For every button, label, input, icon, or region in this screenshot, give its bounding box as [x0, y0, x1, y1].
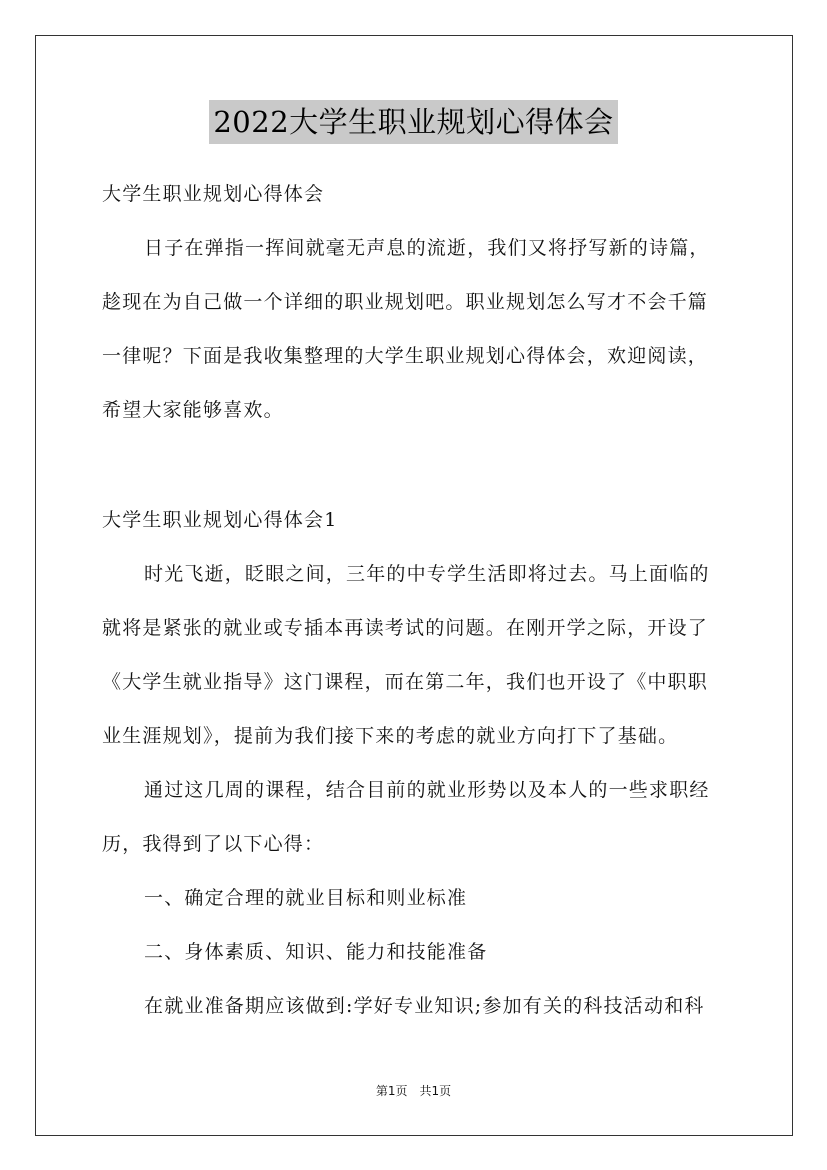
paragraph-line: 历，我得到了以下心得： [102, 833, 325, 855]
list-item: 一、确定合理的就业目标和则业标准 [144, 887, 468, 909]
page-number: 第1页 共1页 [375, 1084, 452, 1098]
paragraph-line: 时光飞逝，眨眼之间，三年的中专学生活即将过去。马上面临的 [144, 563, 710, 585]
paragraph-line: 业生涯规划》，提前为我们接下来的考虑的就业方向打下了基础。 [102, 725, 679, 747]
paragraph-line: 在就业准备期应该做到:学好专业知识;参加有关的科技活动和科 [144, 995, 705, 1017]
paragraph-line: 通过这几周的课程，结合目前的就业形势以及本人的一些求职经 [144, 779, 710, 801]
paragraph-line: 一律呢？下面是我收集整理的大学生职业规划心得体会，欢迎阅读， [102, 345, 709, 367]
paragraph-line: 趁现在为自己做一个详细的职业规划吧。职业规划怎么写才不会千篇 [102, 291, 709, 313]
list-item: 二、身体素质、知识、能力和技能准备 [144, 941, 488, 963]
section-heading: 大学生职业规划心得体会1 [102, 509, 338, 531]
document-title: 2022大学生职业规划心得体会 [209, 100, 617, 144]
section-heading: 大学生职业规划心得体会 [102, 183, 325, 205]
document-title-wrap [0, 100, 827, 144]
paragraph-line: 就将是紧张的就业或专插本再读考试的问题。在刚开学之际，开设了 [102, 617, 709, 639]
paragraph-line: 日子在弹指一挥间就毫无声息的流逝，我们又将抒写新的诗篇， [144, 237, 710, 259]
paragraph-line: 《大学生就业指导》这门课程，而在第二年，我们也开设了《中职职 [102, 671, 709, 693]
paragraph-line: 希望大家能够喜欢。 [102, 399, 284, 421]
